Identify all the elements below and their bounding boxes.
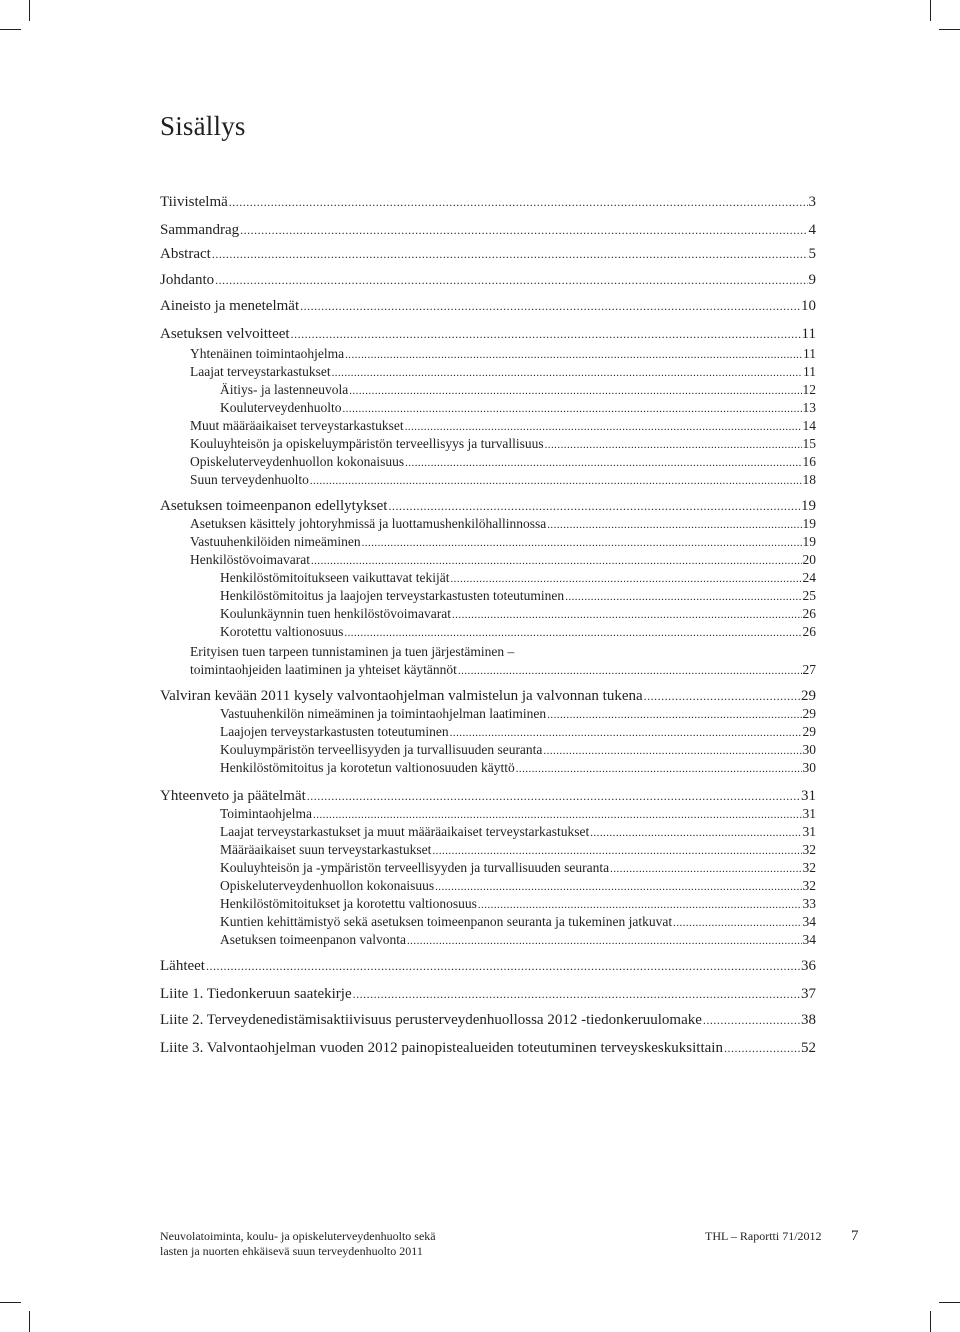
dot-leader [344,627,801,639]
toc-entry-title: Liite 1. Tiedonkeruun saatekirje [160,986,352,1002]
toc-subentry[interactable] [220,932,816,948]
dot-leader [458,665,802,677]
toc-subentry[interactable] [220,382,816,398]
crop-mark [930,0,931,21]
toc-entry[interactable] [160,272,816,289]
toc-entry[interactable] [160,688,816,705]
toc-entry[interactable] [160,498,816,515]
toc-entry-title: Opiskeluterveydenhuollon kokonaisuus [190,454,405,469]
toc-entry-page-number: 5 [808,246,816,262]
toc-entry-page-number: 10 [801,298,816,314]
toc-entry-page-number: 31 [801,788,816,804]
toc-entry-title: Yhteenveto ja päätelmät [160,788,306,804]
toc-entry-page-number: 12 [802,382,816,397]
footer-report-title-line1: Neuvolatoiminta, koulu- ja opiskeluterveydenhuolto sekä [160,1229,436,1243]
dot-leader [547,709,801,721]
toc-entry-page-number: 4 [808,222,816,238]
toc-entry[interactable] [160,958,816,975]
dot-leader [673,917,801,929]
toc-entry-page-number: 11 [803,346,816,361]
toc-subentry[interactable] [220,914,816,930]
dot-leader [212,248,808,262]
toc-subentry[interactable] [190,346,816,362]
dot-leader [300,300,800,314]
toc-entry-title: Muut määräaikaiset terveystarkastukset [190,418,404,433]
toc-subentry[interactable] [220,400,816,416]
dot-leader [435,881,801,893]
toc-entry-page-number: 18 [802,472,816,487]
toc-entry-page-number: 19 [801,498,816,514]
dot-leader [229,196,808,210]
dot-leader [405,457,801,469]
toc-entry-continued-line: Erityisen tuen tarpeen tunnistaminen ja tuen järjestäminen – [190,644,515,659]
toc-entry-page-number: 32 [802,860,816,875]
toc-entry-page-number: 29 [802,706,816,721]
toc-entry-page-number: 31 [802,824,816,839]
toc-subentry[interactable] [190,364,816,380]
toc-entry[interactable] [160,194,816,211]
toc-entry[interactable] [160,246,816,263]
dot-leader [311,555,802,567]
dot-leader [644,690,800,704]
toc-entry-title: Aineisto ja menetelmät [160,298,300,314]
toc-entry-title: Henkilöstömitoitukseen vaikuttavat tekijät [220,570,450,585]
dot-leader [405,421,802,433]
toc-subentry[interactable] [220,606,816,622]
page-number: 7 [851,1228,859,1244]
toc-entry-title: Sammandrag [160,222,240,238]
toc-subentry[interactable] [220,724,816,740]
toc-entry-page-number: 14 [802,418,816,433]
toc-entry[interactable] [160,788,816,805]
dot-leader [610,863,801,875]
toc-entry-page-number: 27 [802,662,816,677]
toc-entry-title: Opiskeluterveydenhuollon kokonaisuus [220,878,435,893]
toc-entry-title: Abstract [160,246,211,262]
toc-subentry[interactable] [190,454,816,470]
dot-leader [432,845,801,857]
toc-subentry[interactable] [220,624,816,640]
toc-entry-title: Asetuksen toimeenpanon valvonta [220,932,406,947]
toc-subentry[interactable] [220,860,816,876]
toc-subentry[interactable] [220,896,816,912]
dot-leader [565,591,801,603]
dot-leader [478,899,802,911]
dot-leader [388,500,800,514]
toc-subentry[interactable] [190,436,816,452]
toc-entry-page-number: 15 [802,436,816,451]
dot-leader [353,988,800,1002]
toc-subentry[interactable] [220,842,816,858]
footer-report-title-line2: lasten ja nuorten ehkäisevä suun terveydenhuolto 2011 [160,1244,423,1258]
toc-entry-title: Yhtenäinen toimintaohjelma [190,346,345,361]
dot-leader [291,328,801,342]
dot-leader [240,224,807,238]
table-of-contents [160,0,816,1332]
dot-leader [724,1042,800,1056]
crop-mark [29,0,30,21]
toc-entry-page-number: 38 [801,1012,816,1028]
toc-subentry[interactable] [220,824,816,840]
toc-entry-page-number: 34 [802,932,816,947]
dot-leader [206,960,800,974]
crop-mark [29,1311,30,1332]
dot-leader [452,609,802,621]
toc-entry-title: toimintaohjeiden laatiminen ja yhteiset käytännöt [190,662,457,677]
toc-subentry[interactable] [220,570,816,586]
toc-entry-page-number: 33 [802,896,816,911]
dot-leader [450,727,802,739]
crop-mark [939,29,960,30]
toc-subentry[interactable] [220,878,816,894]
toc-entry-title: Laajojen terveystarkastusten toteutuminen [220,724,449,739]
toc-entry-title: Kouluyhteisön ja -ympäristön terveellisyyden ja turvallisuuden seuranta [220,860,610,875]
toc-entry-page-number: 19 [802,534,816,549]
toc-entry-title: Laajat terveystarkastukset ja muut määräaikaiset terveystarkastukset [220,824,590,839]
toc-subentry[interactable] [190,534,816,550]
dot-leader [345,349,802,361]
toc-entry-page-number: 16 [802,454,816,469]
toc-entry-title: Vastuuhenkilön nimeäminen ja toimintaohjelman laatiminen [220,706,547,721]
toc-entry[interactable] [160,298,816,315]
toc-entry-page-number: 36 [801,958,816,974]
toc-entry-title: Kouluympäristön terveellisyyden ja turvallisuuden seuranta [220,742,543,757]
toc-entry-title: Kuntien kehittämistyö sekä asetuksen toimeenpanon seuranta ja tukeminen jatkuvat [220,914,673,929]
toc-entry-title: Äitiys- ja lastenneuvola [220,382,349,397]
toc-entry-title: Vastuuhenkilöiden nimeäminen [190,534,361,549]
dot-leader [307,790,800,804]
toc-entry-title: Henkilöstövoimavarat [190,552,310,567]
footer-series: THL – Raportti 71/2012 [705,1229,822,1243]
toc-entry-page-number: 32 [802,842,816,857]
toc-entry-title: Koulunkäynnin tuen henkilöstövoimavarat [220,606,451,621]
toc-subentry[interactable] [190,516,816,532]
dot-leader [516,763,802,775]
dot-leader [362,537,802,549]
dot-leader [215,274,807,288]
toc-entry-page-number: 30 [802,742,816,757]
toc-subentry[interactable] [190,472,816,488]
toc-entry-title: Johdanto [160,272,215,288]
toc-entry[interactable] [160,986,816,1003]
toc-subentry[interactable] [220,760,816,776]
toc-entry[interactable] [160,1040,816,1057]
toc-entry-page-number: 25 [802,588,816,603]
toc-entry-page-number: 20 [802,552,816,567]
toc-entry-title: Kouluyhteisön ja opiskeluympäristön terveellisyys ja turvallisuus [190,436,544,451]
crop-mark [0,1302,21,1303]
toc-entry-page-number: 29 [802,724,816,739]
toc-entry-page-number: 11 [803,364,816,379]
dot-leader [543,745,801,757]
dot-leader [407,935,802,947]
toc-entry-page-number: 11 [801,326,816,342]
toc-entry-title: Valviran kevään 2011 kysely valvontaohjelman valmistelun ja valvonnan tukena [160,688,643,704]
toc-entry-page-number: 37 [801,986,816,1002]
toc-subentry[interactable] [220,706,816,722]
dot-leader [332,367,802,379]
toc-entry-page-number: 30 [802,760,816,775]
toc-entry-title: Asetuksen toimeenpanon edellytykset [160,498,388,514]
toc-entry-title: Korotettu valtionosuus [220,624,344,639]
toc-entry[interactable] [160,222,816,239]
toc-entry-page-number: 19 [802,516,816,531]
toc-subentry[interactable] [190,418,816,434]
toc-entry-title: Henkilöstömitoitus ja korotetun valtionosuuden käyttö [220,760,515,775]
crop-mark [939,1302,960,1303]
dot-leader [703,1014,800,1028]
crop-mark [0,29,21,30]
toc-entry[interactable] [160,1012,816,1029]
toc-subentry[interactable] [190,552,816,568]
toc-entry-page-number: 52 [801,1040,816,1056]
dot-leader [310,475,802,487]
toc-subentry[interactable] [220,588,816,604]
dot-leader [342,403,801,415]
toc-entry-page-number: 34 [802,914,816,929]
dot-leader [547,519,801,531]
toc-entry-page-number: 3 [808,194,816,210]
toc-entry-title: Liite 2. Terveydenedistämisaktiivisuus perusterveydenhuollossa 2012 -tiedonkeruulomake [160,1012,702,1028]
dot-leader [450,573,801,585]
dot-leader [313,809,801,821]
toc-entry-title: Asetuksen velvoitteet [160,326,290,342]
toc-entry-title: Tiivistelmä [160,194,228,210]
toc-entry-title: Määräaikaiset suun terveystarkastukset [220,842,432,857]
toc-entry-title: Asetuksen käsittely johtoryhmissä ja luottamushenkilöhallinnossa [190,516,547,531]
dot-leader [349,385,801,397]
toc-entry-title: Toimintaohjelma [220,806,313,821]
toc-entry-page-number: 9 [808,272,816,288]
toc-entry-title: Kouluterveydenhuolto [220,400,342,415]
toc-subentry[interactable] [220,742,816,758]
toc-entry-page-number: 29 [801,688,816,704]
toc-entry-page-number: 32 [802,878,816,893]
toc-entry-page-number: 26 [802,606,816,621]
toc-entry-title: Suun terveydenhuolto [190,472,309,487]
crop-mark [930,1311,931,1332]
toc-entry-title: Henkilöstömitoitukset ja korotettu valtionosuus [220,896,477,911]
toc-entry[interactable] [160,326,816,343]
toc-entry-title: Laajat terveystarkastukset [190,364,331,379]
page-title: Sisällys [160,111,246,141]
footer-left [160,1229,436,1259]
toc-subentry[interactable] [220,806,816,822]
toc-entry-title: Henkilöstömitoitus ja laajojen terveystarkastusten toteutuminen [220,588,565,603]
toc-entry-page-number: 24 [802,570,816,585]
toc-entry-title: Liite 3. Valvontaohjelman vuoden 2012 painopistealueiden toteutuminen terveyskeskuksittain [160,1040,723,1056]
dot-leader [590,827,801,839]
toc-entry-page-number: 26 [802,624,816,639]
toc-entry-page-number: 31 [802,806,816,821]
dot-leader [545,439,802,451]
toc-entry-title: Lähteet [160,958,205,974]
toc-entry-page-number: 13 [802,400,816,415]
toc-subentry[interactable] [190,662,816,678]
